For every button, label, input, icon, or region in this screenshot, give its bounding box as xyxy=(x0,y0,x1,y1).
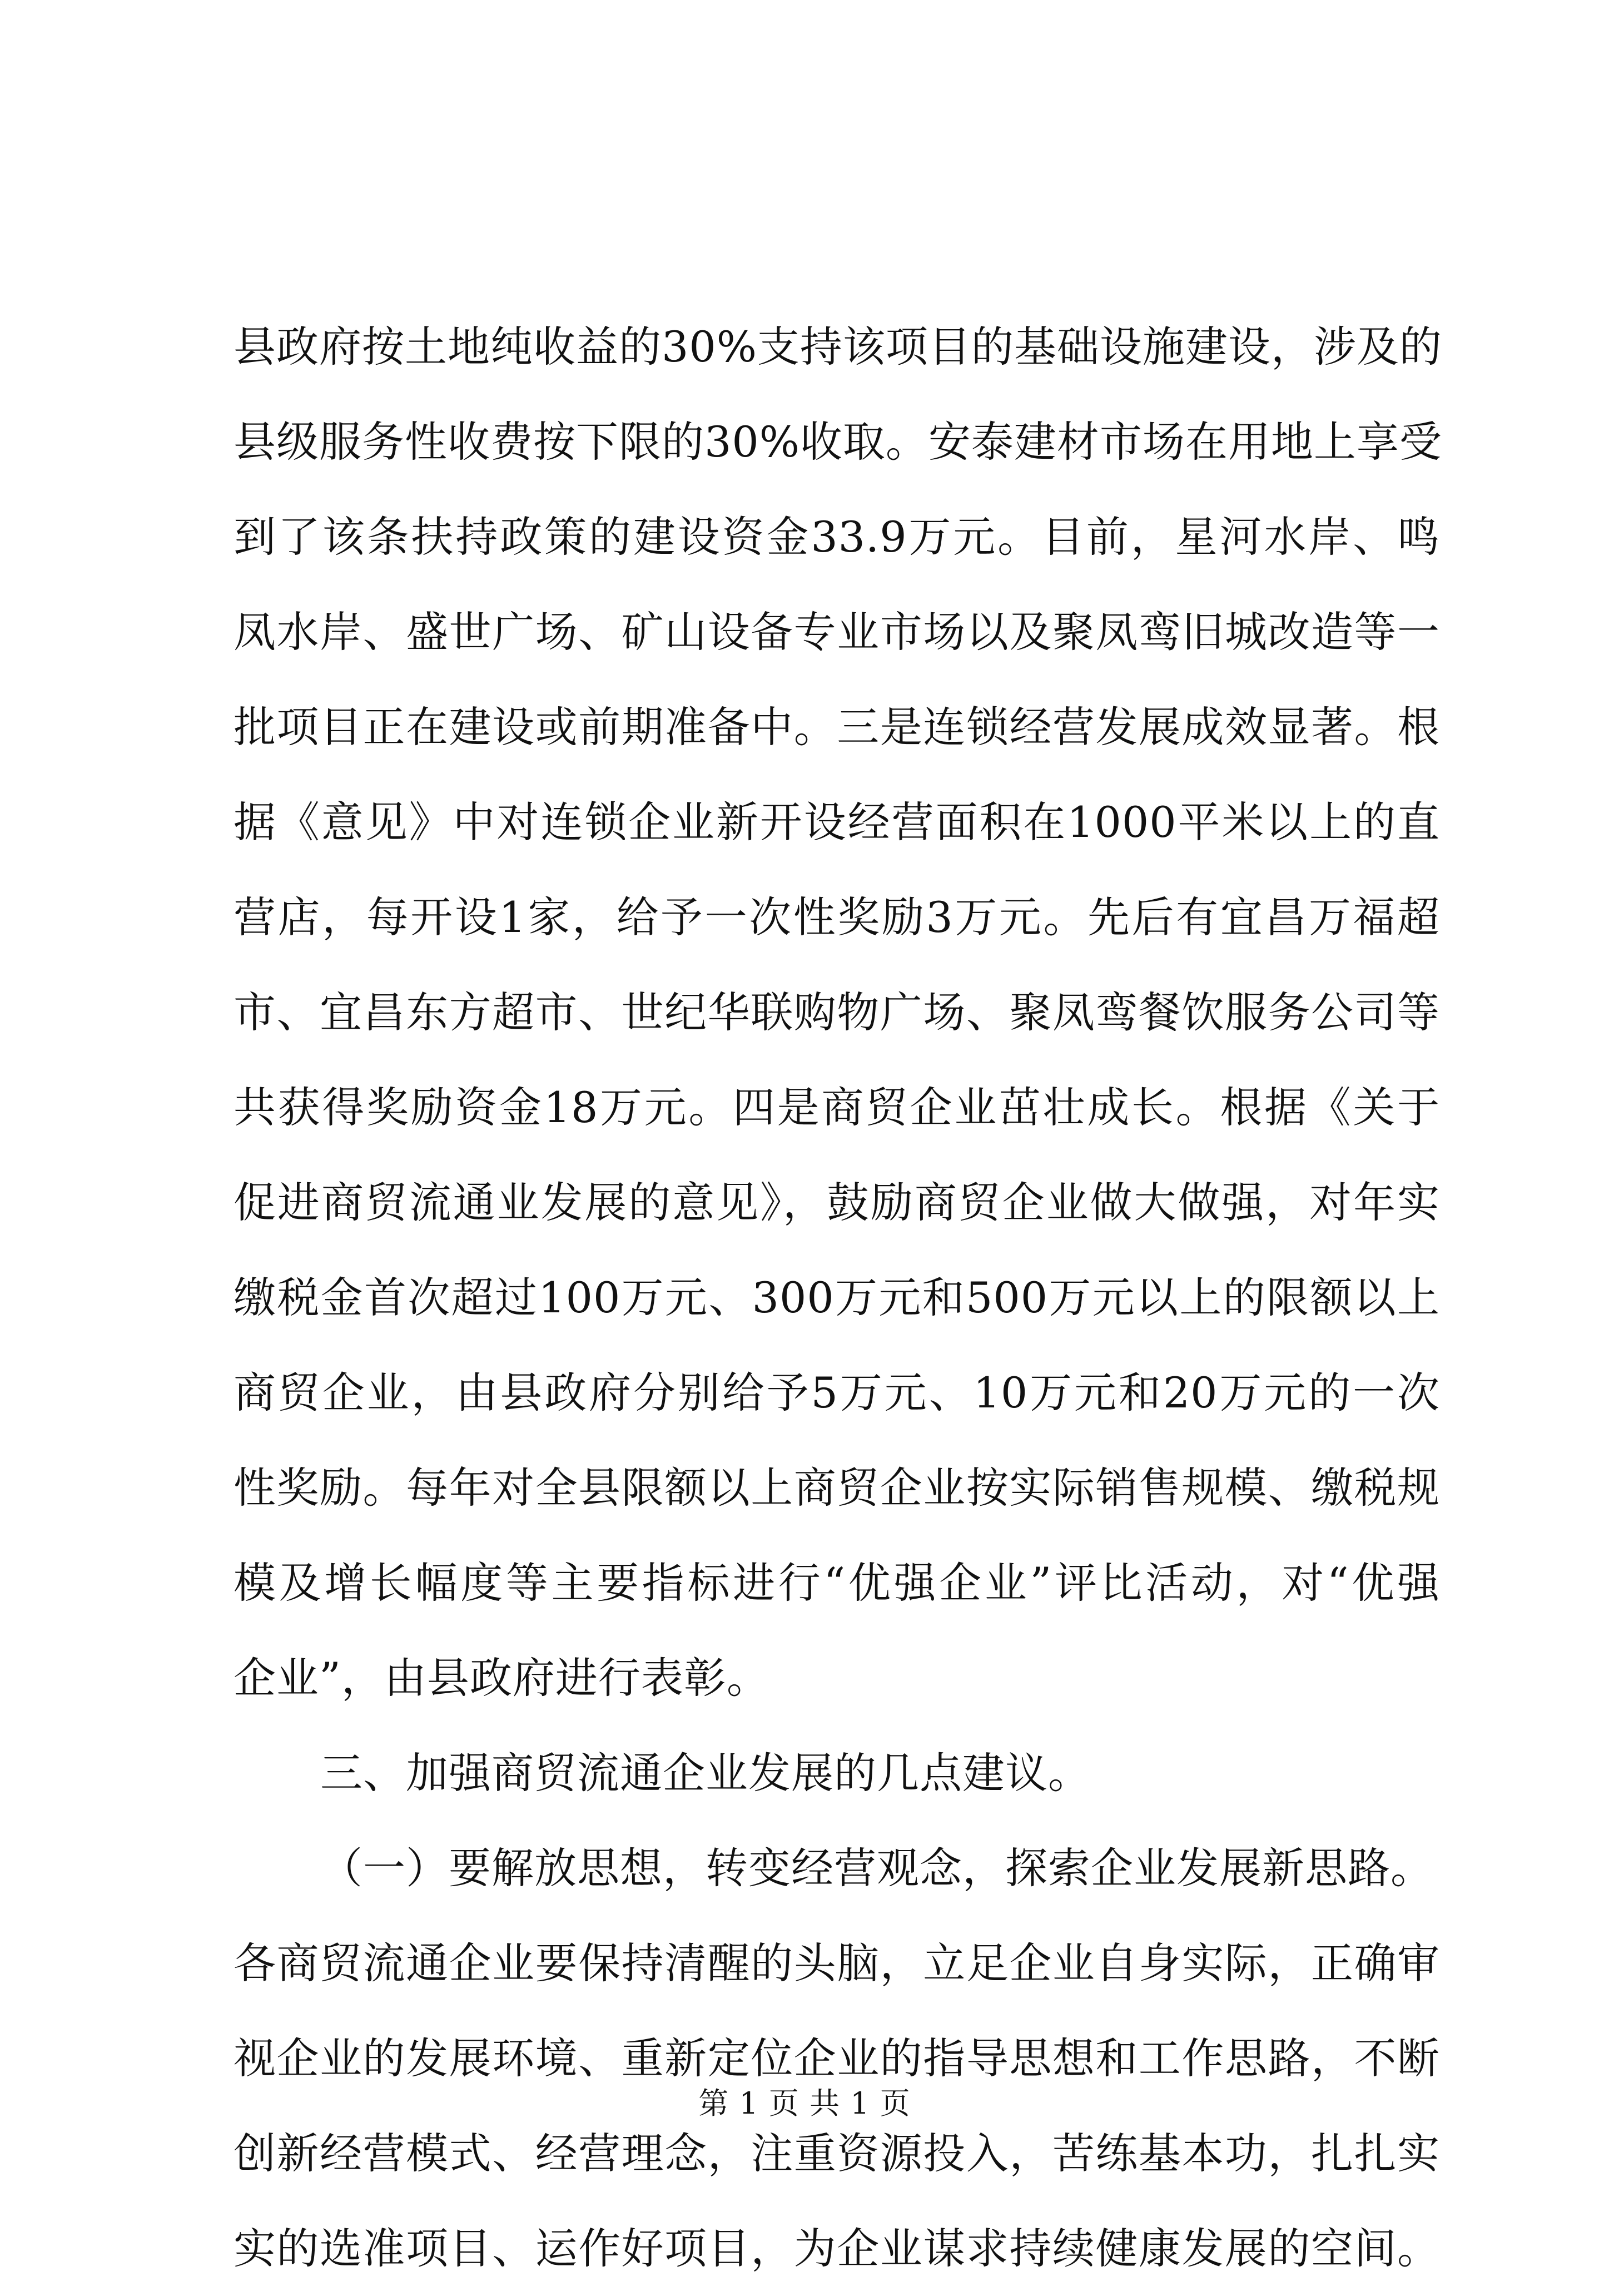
paragraph-line: 批项目正在建设或前期准备中。三是连锁经营发展成效显著。根 xyxy=(234,702,1440,752)
page-number-footer: 第 1 页 共 1 页 xyxy=(698,2086,911,2121)
paragraph-line: 营店，每开设1家，给予一次性奖励3万元。先后有宜昌万福超 xyxy=(234,892,1440,942)
paragraph-line: 促进商贸流通业发展的意见》，鼓励商贸企业做大做强，对年实 xyxy=(234,1178,1440,1227)
paragraph-line: 商贸企业，由县政府分别给予5万元、10万元和20万元的一次 xyxy=(234,1368,1440,1417)
paragraph-line: 共获得奖励资金18万元。四是商贸企业茁壮成长。根据《关于 xyxy=(234,1083,1440,1132)
paragraph-line: 县级服务性收费按下限的30%收取。安泰建材市场在用地上享受 xyxy=(234,417,1442,467)
paragraph-line: 缴税金首次超过100万元、300万元和500万元以上的限额以上 xyxy=(234,1273,1440,1322)
document-body xyxy=(234,299,1440,2296)
paragraph-line: 凤水岸、盛世广场、矿山设备专业市场以及聚凤鸾旧城改造等一 xyxy=(234,607,1440,657)
section-heading: 三、加强商贸流通企业发展的几点建议。 xyxy=(320,1748,1091,1798)
paragraph-line: 市、宜昌东方超市、世纪华联购物广场、聚凤鸾餐饮服务公司等 xyxy=(234,988,1440,1037)
paragraph-line: 县政府按土地纯收益的30%支持该项目的基础设施建设，涉及的 xyxy=(234,322,1442,371)
subsection-heading: （一）要解放思想，转变经营观念，探索企业发展新思路。 xyxy=(320,1843,1433,1893)
paragraph-line: 据《意见》中对连锁企业新开设经营面积在1000平米以上的直 xyxy=(234,797,1440,847)
paragraph-line: 视企业的发展环境、重新定位企业的指导思想和工作思路，不断 xyxy=(234,2034,1440,2083)
paragraph-last-line: 企业”，由县政府进行表彰。 xyxy=(234,1653,769,1703)
paragraph-line: 模及增长幅度等主要指标进行“优强企业”评比活动，对“优强 xyxy=(234,1558,1440,1608)
paragraph-line: 创新经营模式、经营理念，注重资源投入，苦练基本功，扎扎实 xyxy=(234,2129,1440,2178)
paragraph-line: 各商贸流通企业要保持清醒的头脑，立足企业自身实际，正确审 xyxy=(234,1938,1440,1988)
paragraph-line: 到了该条扶持政策的建设资金33.9万元。目前，星河水岸、鸣 xyxy=(234,512,1440,562)
paragraph-line: 性奖励。每年对全县限额以上商贸企业按实际销售规模、缴税规 xyxy=(234,1463,1440,1513)
paragraph-line: 实的选准项目、运作好项目，为企业谋求持续健康发展的空间。 xyxy=(234,2224,1440,2273)
